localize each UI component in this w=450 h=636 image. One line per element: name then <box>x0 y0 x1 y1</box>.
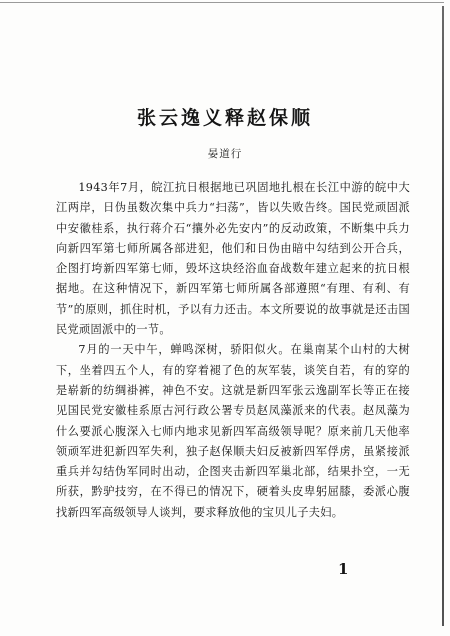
page-top-edge <box>0 2 444 3</box>
page-number: 1 <box>338 560 349 578</box>
article-body <box>56 178 410 523</box>
body-paragraph: 7月的一天中午，蝉鸣深树，骄阳似火。在巢南某个山村的大树下，坐着四五个人，有的穿着褪了色的灰军装，谈笑自若，有的穿的是崭新的纺绸褂裤，神色不安。这就是新四军张云逸副军长等正在接见国民党安徽桂系原古河行政公署专员赵凤藻派来的代表。赵凤藻为什么要派心腹深入七师内地求见新四军高级领导呢？原来前几天他率领顽军进犯新四军失利，独子赵保顺夫妇反被新四军俘虏，虽紧接派重兵并勾结伪军同时出动，企图夹击新四军巢北部，结果扑空，一无所获，黔驴技穷，在不得已的情况下，硬着头皮卑躬屈膝，委派心腹找新四军高级领导人谈判，要求释放他的宝贝儿子夫妇。 <box>56 343 410 519</box>
article-author: 晏道行 <box>207 148 243 160</box>
body-paragraph: 1943年7月，皖江抗日根据地已巩固地扎根在长江中游的皖中大江两岸，日伪虽数次集中兵力“扫荡”，皆以失败告终。国民党顽固派中安徽桂系，执行蒋介石“攘外必先安内”的反动政策，不断集中兵力向新四军第七师所属各部进犯，他们和日伪由暗中勾结到公开合兵，企图打垮新四军第七师，毁坏这块经浴血奋战数年建立起来的抗日根据地。在这种情况下，新四军第七师所属各部遵照“有理、有利、有节”的原则，抓住时机，予以有力还击。本文所要说的故事就是还击国民党顽固派中的一节。 <box>56 181 410 337</box>
article-title: 张云逸义释赵保顺 <box>136 107 313 129</box>
page-right-edge <box>442 6 444 626</box>
